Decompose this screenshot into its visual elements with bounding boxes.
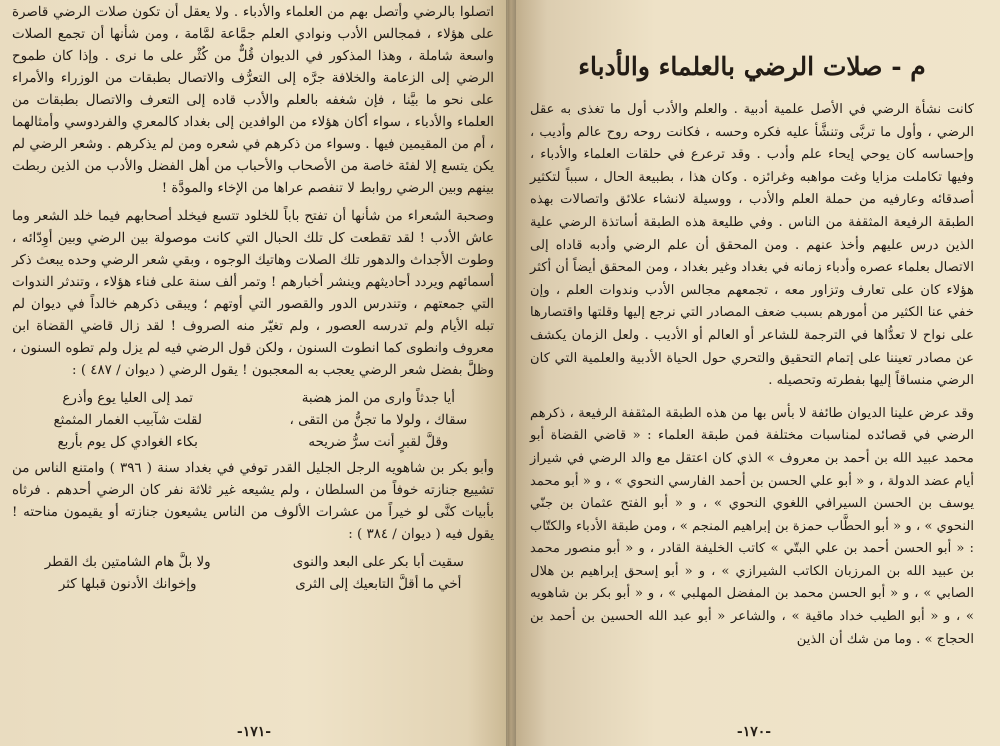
poem-2-line — [12, 552, 494, 574]
hemistich: سقيت أبا بكر على البعد والنوى — [292, 555, 464, 570]
hemistich: ولا بلَّ هام الشامتين بك القطر — [44, 555, 211, 570]
poem-1 — [12, 388, 494, 454]
hemistich: أيا جدثاً وارى من المز هضبة — [301, 391, 455, 406]
right-page — [508, 0, 1000, 746]
left-paragraph-2: وصحبة الشعراء من شأنها أن تفتح باباً للخلود تتسع فيخلد أصحابهم فيما خلد الشعر وما عاش الأدب ! لقد تقطعت كل تلك الحبال التي كانت موصولة بين الرضي وبين أوِدّائه ، وطوت الأجداث والدهور تلك الصلات وهاتيك الوجوه ، وبقي شعر الرضي وحده يبعث ذكر أسمائهم ويردد أحاديثهم وينشر أخبارهم ! وتمر ألف سنة على فناء هؤلاء ، وتندثر الندوات التي جمعتهم ، وتندرس الدور والقصور التي أوتهم ؛ ويبقى ذكرهم خالداً في ديوان لم تبله الأيام ولم تدرسه العصور ، ولم تغيّر منه الصروف ! لقد زال قاضي القضاة ابن معروف وانطوى كما انطوت السنون ، ولكن قول الرضي فيه لم يزل ولم تطوه السنون ، وظلَّ بفضل شعر الرضي يعجب به المعجبون ! يقول الرضي ( ديوان / ٤٨٧ ) : — [12, 209, 494, 378]
hemistich: أخي ما أقلَّ التابعيك إلى الثرى — [295, 577, 462, 592]
hemistich: لقلت شآبيب الغمار المثمثع — [53, 413, 202, 428]
poem-1-line — [12, 432, 494, 454]
section-title: م - صلات الرضي بالعلماء والأدباء — [578, 52, 926, 81]
left-page-number: -١٧١- — [236, 724, 272, 740]
hemistich: تمد إلى العليا يوع وأذرع — [62, 391, 193, 406]
hemistich: بكاء الغوادي كل يوم بأربع — [57, 435, 198, 450]
poem-1-line — [12, 410, 494, 432]
left-paragraph-1: اتصلوا بالرضي وأتصل بهم من العلماء والأدباء . ولا يعقل أن تكون صلات الرضي قاصرة على هؤلاء ، فمجالس الأدب ونوادي العلم جمَّاعة لمَّامة ، ومن شأنها أن تجمع الصلات واسعة شاملة ، وهذا المذكور في الديوان قُلٌّ من كُثْر على ما نرى . وإذا كان طموح الرضي إلى الزعامة والخلافة جرَّه إلى التعرُّف والاتصال بطبقات من الوزراء والأمراء على نحو ما بيَّنا ، فإن شغفه بالعلم والأدب قاده إلى التعرف والاتصال بطبقات من العلماء والأدباء ، سواء أكان هؤلاء من الوافدين إلى بغداد كالمعري والفردوسي وأمثالهما ، أم من المقيمين فيها . وسواء من ذكرهم في شعره ومن لم يذكرهم . وشعر الرضي لم يكن يتسع إلا لفئة خاصة من الأصحاب والأحباب من أهل الفضل والأدب من الذين ربطت بينهم وبين الرضي روابط لا تنفصم عراها من الإخاء والمودَّة ! — [12, 5, 494, 196]
right-page-number: -١٧٠- — [736, 724, 772, 740]
poem-2-line — [12, 574, 494, 596]
book-spine — [506, 0, 516, 746]
hemistich: وقلَّ لقبرٍ أنت سرُّ ضريحه — [308, 435, 449, 450]
right-paragraph-1: كانت نشأة الرضي في الأصل علمية أدبية . والعلم والأدب أول ما تغذى به عقل الرضي ، وأول ما تربَّى وتنشَّأ عليه فكره وحسه ، فكانت روحه روح عالم وأديب ، وإحساسه كان يوحي إيحاء علم وأدب . وقد ترعرع في حلقات العلماء والأدباء ، وفيها تكاملت مزايا وغت مواهبه وغرائزه . وكان هذا ، بطبيعة الحال ، سبباً لتكثير أصدقائه وعارفيه من حملة العلم والأدب ، ووسيلة لانشاء علائق واتصالات بهذه الطبقة الرفيعة المثقفة من الناس . وفي طليعة هذه الطبقة أساتذة الرضي علية الذين درس عليهم وأخذ عنهم . ومن المحقق أن علم الرضي وأدبه قاداه إلى الاتصال بعلماء عصره وأدباء زمانه في بغداد وغير بغداد ، ومن المحقق أيضاً أن أكثر هؤلاء كان على تعارف وتزاور معه ، تجمعهم مجالس الأدب وندوات العلم ، وإن خفي عنا الكثير من أمورهم بسبب ضعف المصادر التي نرجع إليها وقلتها واقتصارها على نواح لا تعدُّاها في الترجمة للشاعر أو العالم أو الأديب . ولعل الزمان يكشف عن مصادر تعيننا على إتمام التحقيق والتحري حول الحياة الأدبية والعلمية التي كان الرضي منساقاً إليها بفطرته وتحصيله . — [530, 102, 974, 389]
poem-1-line — [12, 388, 494, 410]
poem-2 — [12, 552, 494, 596]
hemistich: سقاك ، ولولا ما تجنُّ من التقى ، — [289, 413, 468, 428]
left-paragraph-3: وأبو بكر بن شاهويه الرجل الجليل القدر توفي في بغداد سنة ( ٣٩٦ ) وامتنع الناس من تشييع جنازته خوفاً من السلطان ، ولم يشيعه غير ثلاثة نفر كان الرضي أحدهم . فرثاه بأبيات كنَّى لو خيراً من عشرات الألوف من الناس يشيعون جنازته أو يقيمون مناحته ! يقول فيه ( ديوان / ٣٨٤ ) : — [12, 461, 494, 542]
hemistich: وإخوانك الأدنون قبلها كثر — [58, 577, 197, 592]
right-paragraph-2: وقد عرض علينا الديوان طائفة لا بأس بها من هذه الطبقة المثقفة الرفيعة ، ذكرهم الرضي في قصائده لمناسبات مختلفة فمن طبقة العلماء : « قاضي القضاة أبو محمد عبيد الله بن أحمد بن معروف » الذي كان اعتقل مع والد الرضي في شيراز أيام عضد الدولة ، و « أبو علي الحسن بن أحمد الفارسي النحوي » ، و « أبو محمد يوسف بن الحسن السيرافي اللغوي النحوي » ، و « أبو الفتح عثمان بن جنّي النحوي » ، و « أبو الحطَّاب حمزة بن إبراهيم المنجم » ، ومن طبقة الأدباء والكتّاب : « أبو الحسن أحمد بن علي البتّي » كاتب الخليفة القادر ، و « أبو منصور محمد بن عبيد الله بن المرزبان الكاتب الشيرازي » ، و « أبو إسحق إبراهيم بن هلال الصابي » ، و « أبو الحسن محمد بن المفضل المهلبي » ، و « أبو بكر بن شاهويه » ، و « أبو الطيب خداد ماقية » ، والشاعر « أبو عبد الله الحسين بن أحمد بن الحجاج » . وما من شك أن الذين — [530, 405, 974, 647]
